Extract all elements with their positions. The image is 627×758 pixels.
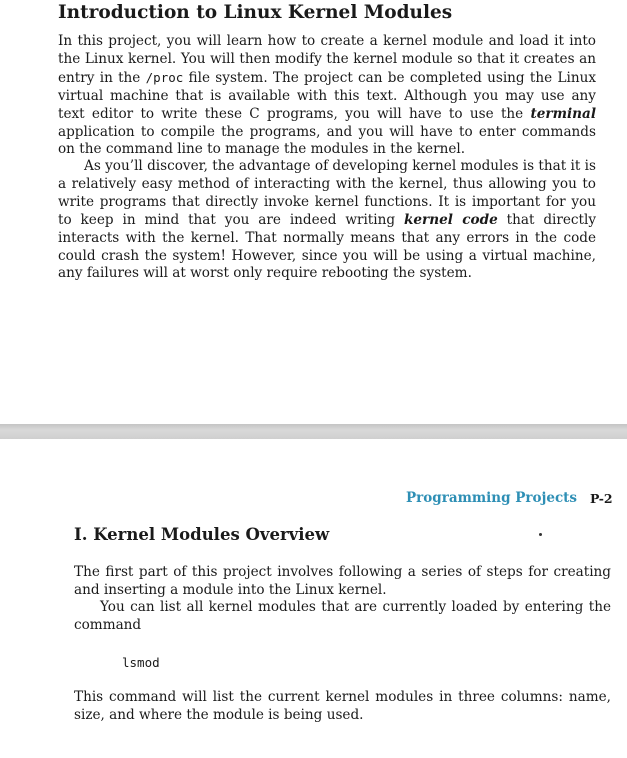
intro-text-b: file system. The project can be completed using the Linux virtual machine that is available with this text. Although you may use any text editor to write these C programs, you will have to use the: [58, 69, 596, 122]
lsmod-command: lsmod: [122, 655, 160, 670]
advantage-text-a: As you’ll discover, the advantage of developing kernel modules is that it is a relatively easy method of interacting with the kernel, thus allowing you to write programs that directly invoke kernel functions. It is important for you to keep in mind that you are indeed writing: [58, 158, 596, 228]
section-heading: I. Kernel Modules Overview: [74, 525, 330, 544]
advantage-paragraph: [58, 158, 596, 283]
terminal-emphasis: terminal: [530, 105, 596, 122]
proc-code: /proc: [145, 69, 184, 85]
intro-text-c: application to compile the programs, and you will have to enter commands on the command line to manage the modules in the kernel.: [58, 123, 596, 158]
intro-text-a: In this project, you will learn how to create a kernel module and load it into the Linux kernel. You will then modify the kernel module so that it creates an entry in the: [58, 33, 596, 86]
lsmod-description-paragraph: This command will list the current kernel modules in three columns: name, size, and where the module is being used.: [74, 689, 611, 723]
page-divider: [0, 424, 627, 439]
page-number: P-2: [590, 491, 613, 506]
intro-paragraph: [58, 33, 596, 159]
overview-paragraph: The first part of this project involves following a series of steps for creating and inserting a module into the Linux kernel.: [74, 564, 611, 598]
kernel-code-emphasis: kernel code: [403, 211, 498, 228]
running-head: Programming Projects: [406, 490, 578, 506]
page-title: Introduction to Linux Kernel Modules: [58, 2, 453, 23]
stray-dot: [539, 533, 542, 536]
advantage-text-b: that directly interacts with the kernel. That normally means that any errors in the code could crash the system! However, since you will be using a virtual machine, any failures will at worst only require rebooting the system.: [58, 211, 597, 282]
list-modules-paragraph: You can list all kernel modules that are currently loaded by entering the command: [74, 599, 611, 633]
